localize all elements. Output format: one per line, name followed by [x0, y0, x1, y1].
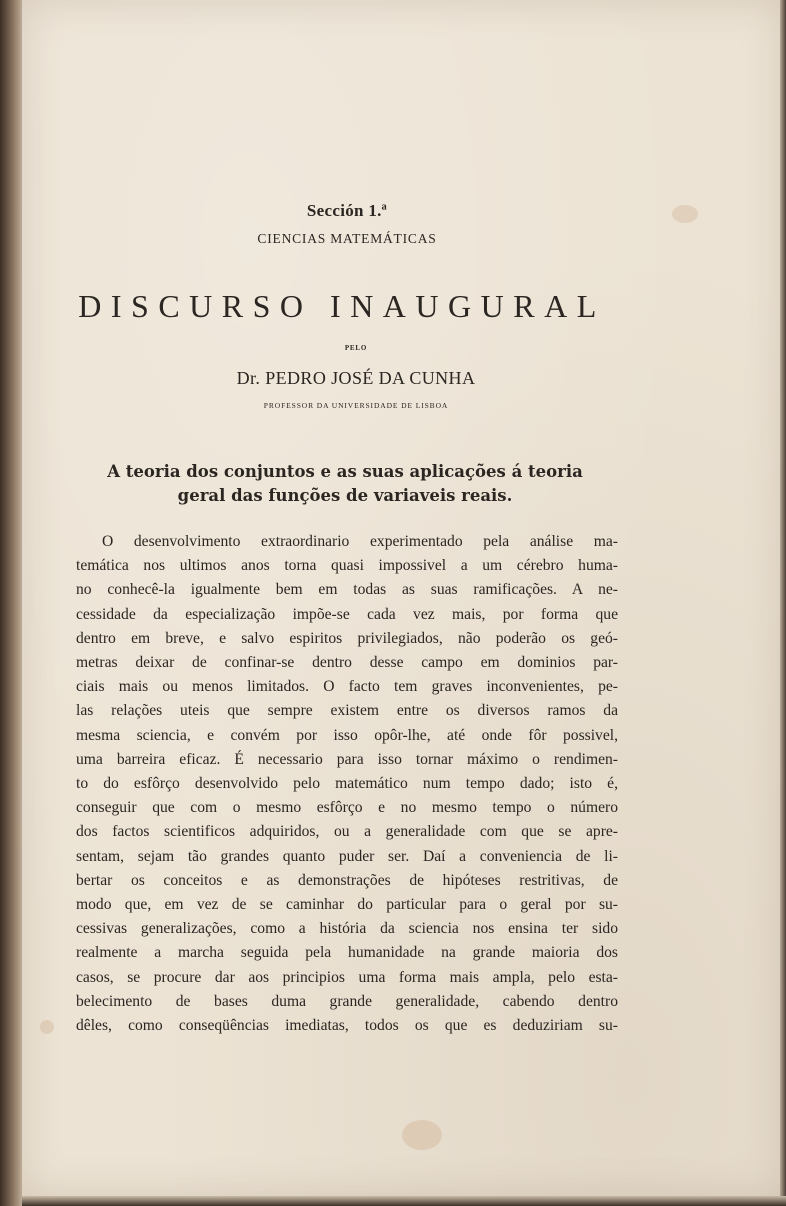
body-line: temática nos ultimos anos torna quasi impossivel a um cérebro huma-	[76, 557, 618, 575]
body-line: cessivas generalizações, como a história da sciencia nos ensina ter sido	[76, 920, 618, 938]
body-line: bertar os conceitos e as demonstrações de hipóteses restritivas, de	[76, 871, 618, 889]
body-line: modo que, em vez de se caminhar do particular para o geral por su-	[76, 896, 618, 914]
page-title: DISCURSO INAUGURAL	[78, 288, 606, 324]
body-line: ciais mais ou menos limitados. O facto tem graves inconvenientes, pe-	[76, 678, 618, 696]
body-line: to do esfôrço desenvolvido pelo matemático num tempo dado; isto é,	[76, 775, 618, 793]
body-line: realmente a marcha seguida pela humanidade na grande maioria dos	[76, 944, 618, 962]
paper-stain	[402, 1120, 442, 1150]
paper-stain	[672, 205, 698, 223]
byline-pelo: PELO	[344, 344, 368, 352]
heading-line: geral das funções de variaveis reais.	[177, 486, 513, 505]
section-subtitle: CIENCIAS MATEMÁTICAS	[257, 231, 437, 246]
body-line: cessidade da especialização impõe-se cada vez mais, por forma que	[76, 605, 618, 623]
author-name: Dr. PEDRO JOSÉ DA CUNHA	[236, 368, 476, 388]
book-spine	[0, 0, 24, 1206]
body-line: dos factos scientificos adquiridos, ou a generalidade com que se apre-	[76, 823, 618, 841]
section-number: Sección 1.ª	[306, 201, 388, 220]
heading-line: A teoria dos conjuntos e as suas aplicações á teoria	[107, 462, 583, 481]
article-heading	[75, 460, 615, 508]
page-bottom-edge	[22, 1196, 786, 1206]
body-line: mesma sciencia, e convém por isso opôr-lhe, até onde fôr possivel,	[76, 726, 618, 744]
body-line: O desenvolvimento extraordinario experimentado pela análise ma-	[102, 533, 618, 550]
body-line: belecimento de bases duma grande generalidade, cabendo dentro	[76, 992, 618, 1010]
body-line: dêles, como conseqüências imediatas, todos os que es deduziriam su-	[76, 1017, 618, 1035]
page-right-edge	[780, 0, 786, 1206]
body-text	[76, 530, 618, 1038]
author-affiliation: PROFESSOR DA UNIVERSIDADE DE LISBOA	[263, 401, 449, 410]
body-line: uma barreira eficaz. É necessario para isso tornar máximo o rendimen-	[76, 750, 618, 768]
body-line: casos, se procure dar aos principios uma forma mais ampla, pelo esta-	[76, 968, 618, 986]
paper-page	[22, 0, 782, 1196]
body-line: dentro em breve, e salvo espiritos privilegiados, não poderão os geó-	[76, 629, 618, 647]
body-line: metras deixar de confinar-se dentro desse campo em dominios par-	[76, 654, 618, 672]
paper-stain	[40, 1020, 54, 1034]
body-line: sentam, sejam tão grandes quanto puder ser. Daí a conveniencia de li-	[76, 847, 618, 865]
body-line: no conhecê-la igualmente bem em todas as suas ramificações. A ne-	[76, 581, 618, 599]
body-line: conseguir que com o mesmo esfôrço e no mesmo tempo o número	[76, 799, 618, 817]
body-line: las relações uteis que sempre existem entre os diversos ramos da	[76, 702, 618, 720]
